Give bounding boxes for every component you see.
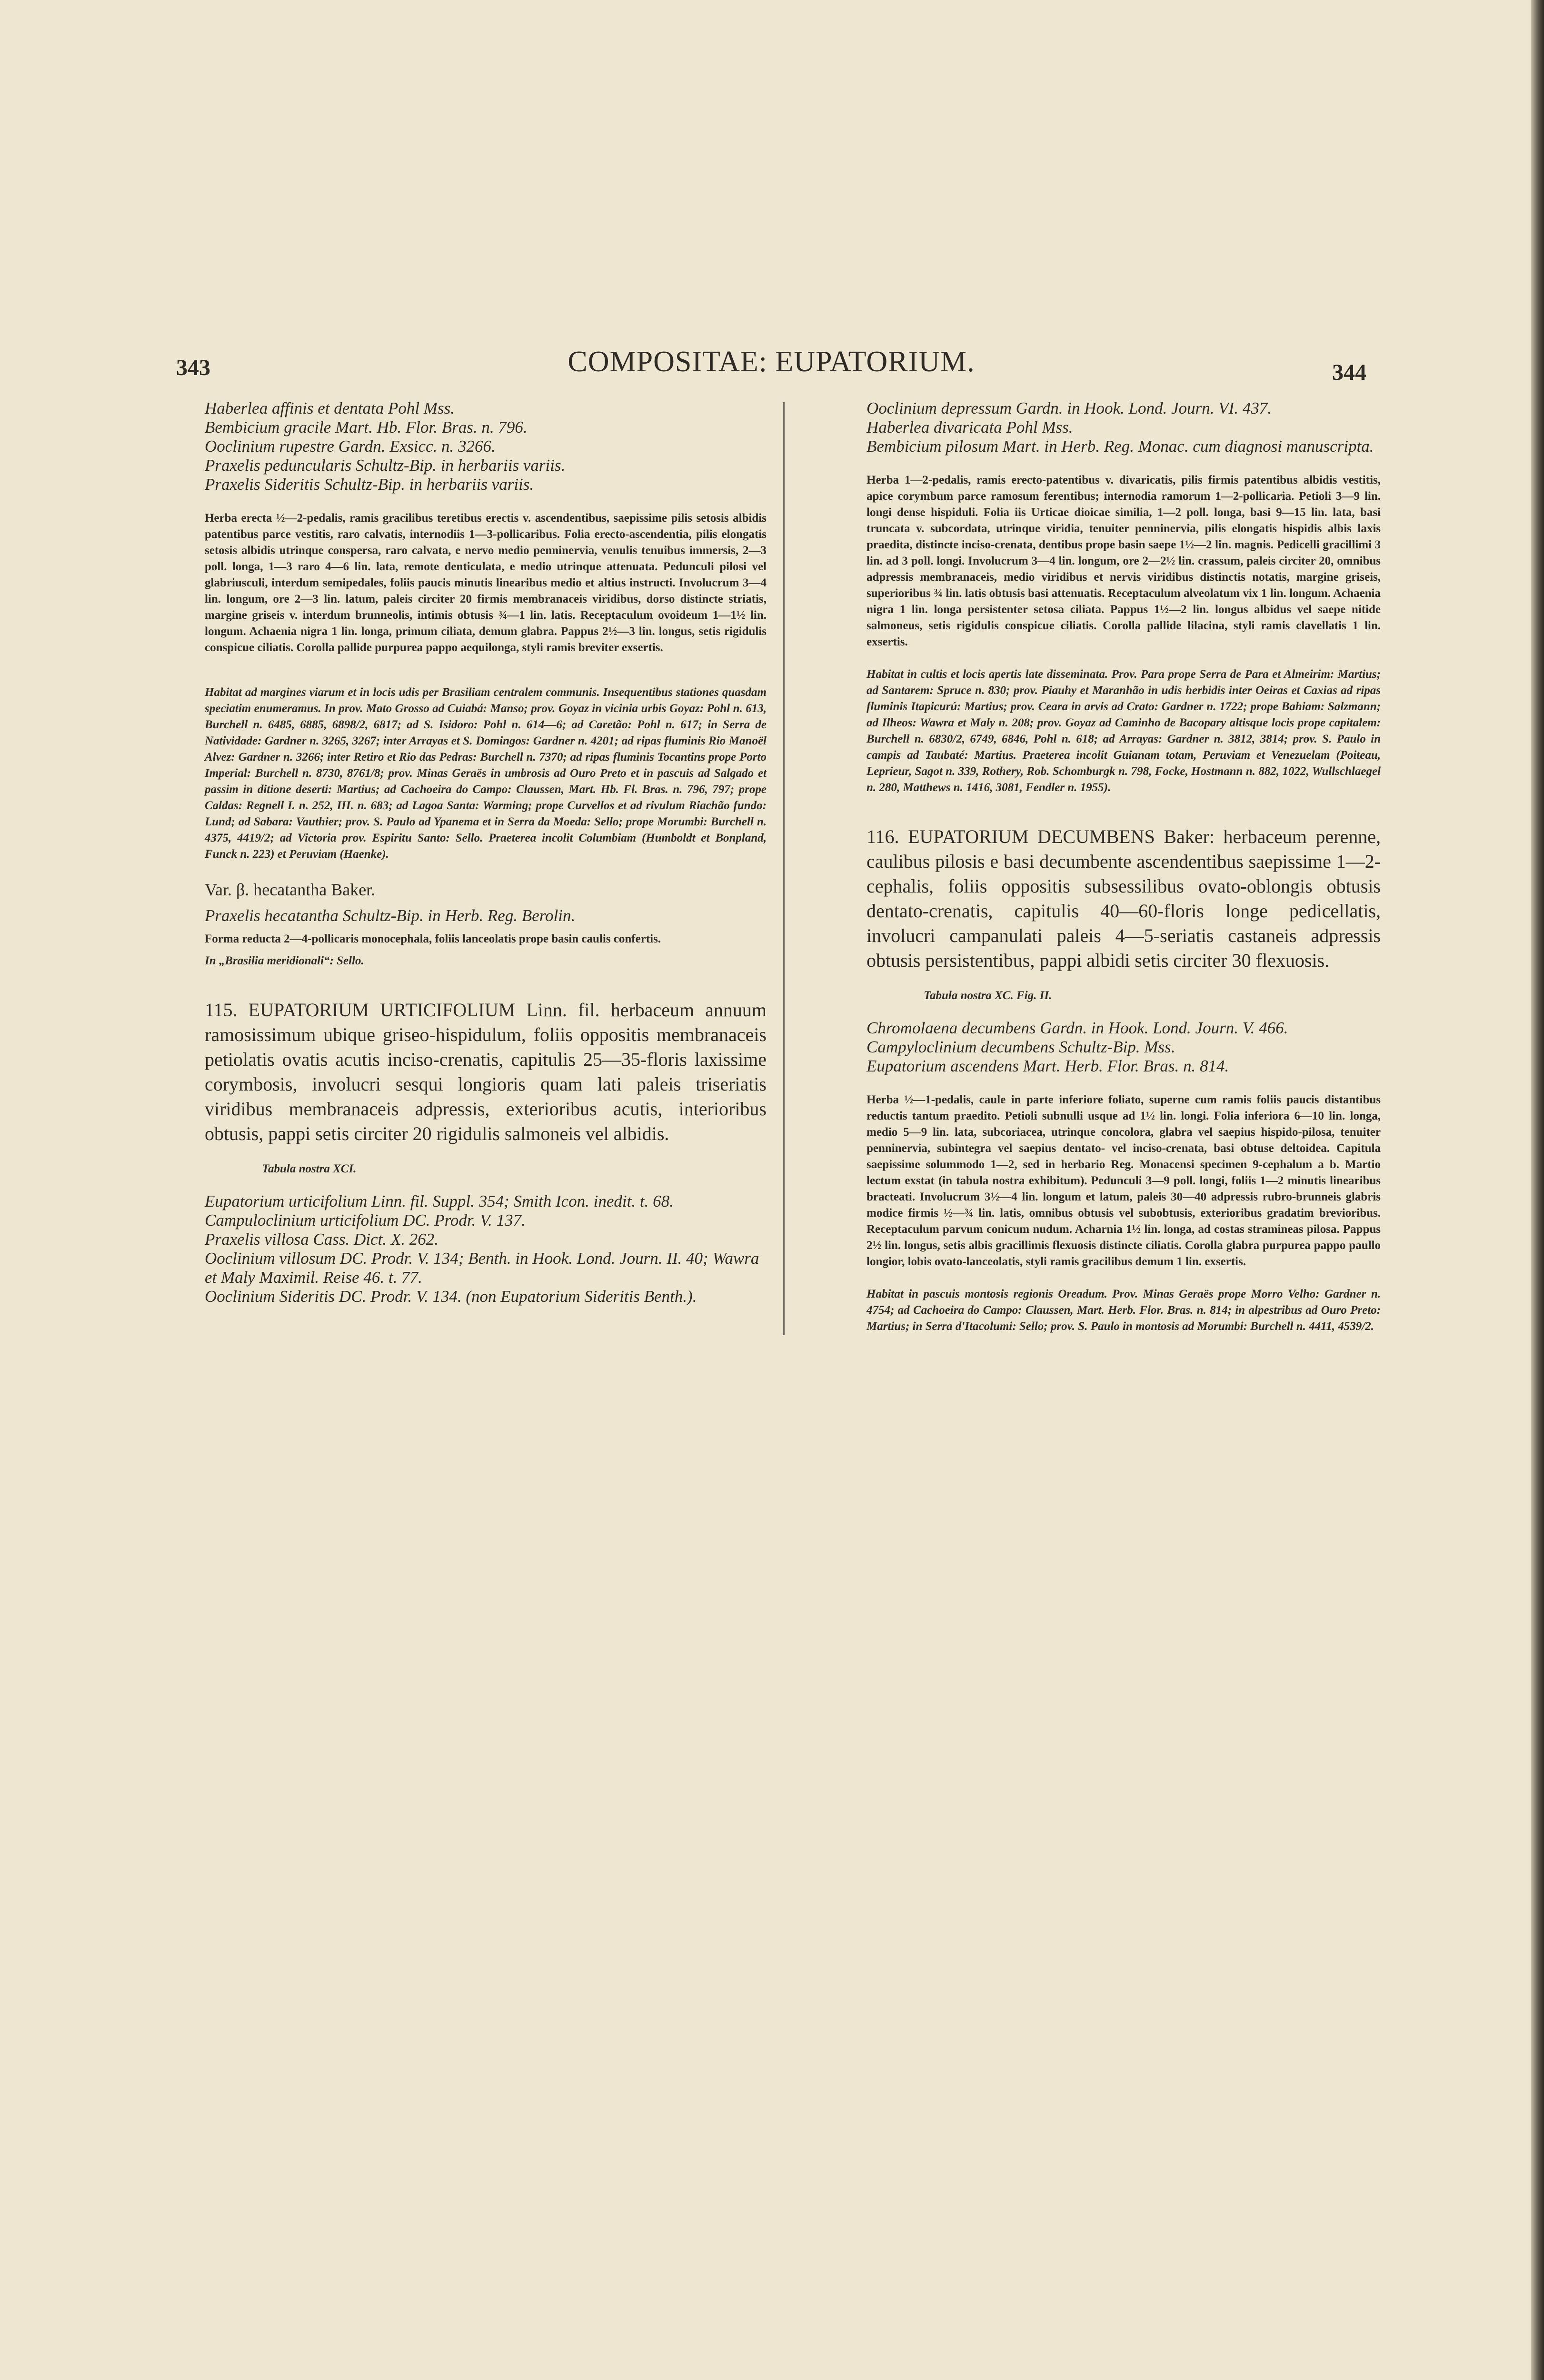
description: Herba erecta ½—2-pedalis, ramis gracilibus teretibus erectis v. ascendentibus, saepissime pilis setosis albidis patentibus parce vestitis, raro calvatis, internodiis 1—3-pollicaribus. Folia erecto-ascendentia, pilis elongatis setosis albidis utrinque conspersa, raro calvata, e nervo medio penninervia, venulis tenuibus immersis, 2—3 poll. longa, 1—3 raro 4—6 lin. lata, remote denticulata, e medio utrinque attenuata. Pedunculi pilosi vel glabriusculi, interdum semipedales, foliis paucis minutis linearibus medio et altius instructi. Involucrum 3—4 lin. longum, ore 2—3 lin. latum, paleis circiter 20 firmis membranaceis viridibus, dorso distincte striatis, margine griseis v. interdum brunneolis, intimis obtusis ¾—1 lin. latis. Receptaculum ovoideum 1—1½ lin. longum. Achaenia nigra 1 lin. longa, primum ciliata, demum glabra. Pappus 2½—3 lin. longus, setis rigidulis conspicue ciliatis. Corolla pallide purpurea pappo aequilonga, styli ramis breviter exsertis.: [205, 512, 767, 654]
synonym-list: [205, 1192, 767, 1306]
synonym-list: [867, 399, 1381, 456]
plate-reference: Tabula nostra XC. Fig. II.: [924, 989, 1052, 1002]
synonym: Praxelis Sideritis Schultz-Bip. in herbariis variis.: [205, 475, 534, 494]
species-116-diagnosis: 116. EUPATORIUM DECUMBENS Baker: herbaceum perenne, caulibus pilosis e basi decumbente ascendentibus saepissime 1—2-cephalis, foliis oppositis subsessilibus ovato-oblongis obtusis dentato-crenatis, capitulis 40—60-floris longe pedicellatis, involucri campanulati paleis 4—5-seriatis castaneis adpressis obtusis persistentibus, pappi albidi setis circiter 30 flexuosis.: [867, 826, 1381, 971]
synonym: Ooclinium depressum Gardn. in Hook. Lond. Journ. VI. 437.: [867, 399, 1272, 417]
synonym: Ooclinium rupestre Gardn. Exsicc. n. 3266.: [205, 437, 496, 456]
variety-title: Var. β. hecatantha Baker.: [205, 880, 376, 899]
synonym: Haberlea affinis et dentata Pohl Mss.: [205, 399, 455, 417]
habitat: Habitat in cultis et locis apertis late disseminata. Prov. Para prope Serra de Para et Almeirim: Martius; ad Santarem: Spruce n. 830; prov. Piauhy et Maranhão in udis herbidis inter Oeiras et Caxias ad ripas fluminis Itapicurú: Martius; prov. Ceara in arvis ad Crato: Gardner n. 1722; prope Bahiam: Salzmann; ad Ilheos: Wawra et Maly n. 208; prov. Goyaz ad Caminho de Bacopary altisque locis prope capitalem: Burchell n. 6830/2, 6749, 6846, Pohl n. 618; ad Arrayas: Gardner n. 3812, 3814; prov. S. Paulo in campis ad Taubaté: Martius. Praeterea incolit Guianam totam, Peruviam et Venezuelam (Poiteau, Leprieur, Sagot n. 339, Rothery, Rob. Schomburgk n. 798, Focke, Hostmann n. 882, 1022, Wullschlaegel n. 280, Matthews n. 1416, 3081, Fendler n. 1955).: [867, 668, 1381, 794]
synonym: Ooclinium Sideritis DC. Prodr. V. 134. (non Eupatorium Sideritis Benth.).: [205, 1287, 697, 1306]
running-title: COMPOSITAE: EUPATORIUM.: [568, 346, 975, 378]
description: Herba 1—2-pedalis, ramis erecto-patentibus v. divaricatis, pilis firmis patentibus albidis vestitis, apice corymbum parce ramosum ferentibus; internodia ramorum 1—2-pollicaria. Petioli 3—9 lin. longi dense hispiduli. Folia iis Urticae dioicae similia, 1—2 poll. longa, basi 9—15 lin. lata, basi truncata v. subcordata, utrinque viridia, tenuiter penninervia, pilis elongatis hispidis albis laxis praedita, distincte inciso-crenata, dentibus prope basin saepe 1½—2 lin. magnis. Pedicelli gracillimi 3 lin. ad 3 poll. longi. Involucrum 3—4 lin. longum, ore 2—2½ lin. crassum, paleis circiter 20, omnibus adpressis membranaceis, medio viridibus et nervis viridibus distinctis notatis, margine griseis, superioribus ¾ lin. latis obtusis basi attenuatis. Receptaculum alveolatum vix 1 lin. longum. Achaenia nigra 1 lin. longa persistenter setosa ciliata. Pappus 1½—2 lin. longus albidus vel saepe nitide salmoneus, setis rigidulis conspicue ciliatis. Corolla pallide lilacina, styli ramis clavellatis 1 lin. exsertis.: [867, 474, 1381, 648]
variety-habitat: In „Brasilia meridionali“: Sello.: [205, 954, 364, 967]
right-column: [867, 399, 1381, 1335]
synonym: Ooclinium villosum DC. Prodr. V. 134; Benth. in Hook. Lond. Journ. II. 40; Wawra et Maly Maximil. Reise 46. t. 77.: [205, 1249, 759, 1287]
habitat: Habitat in pascuis montosis regionis Oreadum. Prov. Minas Geraës prope Morro Velho: Gardner n. 4754; ad Cachoeira do Campo: Claussen, Mart. Herb. Flor. Bras. n. 814; in alpestribus ad Ouro Preto: Martius; in Serra d'Itacolumi: Sello; prov. S. Paulo in montosis ad Morumbi: Burchell n. 4411, 4539/2.: [867, 1288, 1381, 1333]
synonym: Eupatorium urticifolium Linn. fil. Suppl. 354; Smith Icon. inedit. t. 68.: [205, 1192, 674, 1210]
synonym: Campuloclinium urticifolium DC. Prodr. V. 137.: [205, 1211, 526, 1230]
variety-description: Forma reducta 2—4-pollicaris monocephala, foliis lanceolatis prope basin caulis confertis.: [205, 932, 661, 945]
synonym: Praxelis villosa Cass. Dict. X. 262.: [205, 1230, 438, 1249]
synonym-list: [867, 1019, 1381, 1076]
page-edge: [1531, 0, 1544, 2380]
synonym: Eupatorium ascendens Mart. Herb. Flor. Bras. n. 814.: [867, 1057, 1229, 1075]
variety-synonym: Praxelis hecatantha Schultz-Bip. in Herb. Reg. Berolin.: [205, 906, 576, 925]
page-number-right: 344: [1332, 360, 1366, 385]
column-divider: [783, 402, 785, 1335]
synonym: Campyloclinium decumbens Schultz-Bip. Mss.: [867, 1038, 1175, 1056]
species-115-diagnosis: 115. EUPATORIUM URTICIFOLIUM Linn. fil. herbaceum annuum ramosissimum ubique griseo-hispidulum, foliis oppositis membranaceis petiolatis ovatis acutis inciso-crenatis, capitulis 25—35-floris laxissime corymbosis, involucri sesqui longioris quam lati paleis triseriatis viridibus membranaceis adpressis, exterioribus acutis, interioribus obtusis, pappi setis circiter 20 rigidulis salmoneis vel albidis.: [205, 999, 767, 1144]
habitat: Habitat ad margines viarum et in locis udis per Brasiliam centralem communis. Insequentibus stationes quasdam speciatim enumeramus. In prov. Mato Grosso ad Cuiabá: Manso; prov. Goyaz in vicinia urbis Goyaz: Pohl n. 613, Burchell n. 6485, 6885, 6898/2, 6817; ad S. Isidoro: Pohl n. 614—6; ad Caretão: Pohl n. 617; in Serra de Natividade: Gardner n. 3265, 3267; inter Arrayas et S. Domingos: Gardner n. 4201; ad ripas fluminis Rio Manoël Alvez: Gardner n. 3266; inter Retiro et Rio das Pedras: Burchell n. 7370; ad ripas fluminis Tocantins prope Porto Imperial: Burchell n. 8730, 8761/8; prov. Minas Geraës in umbrosis ad Ouro Preto et in pascuis ad Salgado et passim in ditione deserti: Martius; ad Cachoeira do Campo: Claussen, Mart. Hb. Fl. Bras. n. 796, 797; prope Caldas: Regnell I. n. 252, III. n. 683; ad Lagoa Santa: Warming; prope Curvellos et ad rivulum Riachão fundo: Lund; ad Sabara: Vauthier; prov. S. Paulo ad Ypanema et in Serra da Moeda: Sello; prope Morumbi: Burchell n. 4375, 4419/2; ad Victoria prov. Espiritu Santo: Sello. Praeterea incolit Columbiam (Humboldt et Bonpland, Funck n. 223) et Peruviam (Haenke).: [205, 686, 767, 861]
synonym: Chromolaena decumbens Gardn. in Hook. Lond. Journ. V. 466.: [867, 1019, 1288, 1037]
synonym: Haberlea divaricata Pohl Mss.: [867, 418, 1073, 436]
page-number-left: 343: [176, 355, 210, 380]
page-header: [176, 345, 1366, 388]
synonym-list: [205, 399, 767, 494]
left-column: [205, 399, 767, 1306]
synonym: Praxelis peduncularis Schultz-Bip. in herbariis variis.: [205, 456, 566, 475]
synonym: Bembicium gracile Mart. Hb. Flor. Bras. n. 796.: [205, 418, 528, 436]
synonym: Bembicium pilosum Mart. in Herb. Reg. Monac. cum diagnosi manuscripta.: [867, 437, 1374, 456]
plate-reference: Tabula nostra XCI.: [262, 1162, 357, 1175]
description: Herba ½—1-pedalis, caule in parte inferiore foliato, superne cum ramis foliis paucis distantibus reductis tantum praedito. Petioli subnulli usque ad 1½ lin. longi. Folia inferiora 6—10 lin. longa, medio 5—9 lin. lata, subcoriacea, utrinque concolora, glabra vel saepius hispido-pilosa, tenuiter penninervia, subintegra vel saepius dentato- vel inciso-crenata, basi obtuse deltoidea. Capitula saepissime solummodo 1—2, sed in herbario Reg. Monacensi specimen 9-cephalum a b. Martio lectum exstat (in tabula nostra exhibitum). Pedunculi 3—9 poll. longi, foliis 1—2 minutis linearibus bracteati. Involucrum 3½—4 lin. longum et latum, paleis 30—40 adpressis rubro-brunneis glabris modice firmis ½—¾ lin. latis, omnibus obtusis vel subobtusis, exterioribus gradatim brevioribus. Receptaculum parvum conicum nudum. Acharnia 1½ lin. longa, ad costas stramineas pilosa. Pappus 2½ lin. longus, setis albis gracillimis flexuosis distincte ciliatis. Corolla glabra purpurea pappo paullo longior, lobis ovato-lanceolatis, styli ramis gracilibus demum 1 lin. exsertis.: [867, 1093, 1381, 1268]
